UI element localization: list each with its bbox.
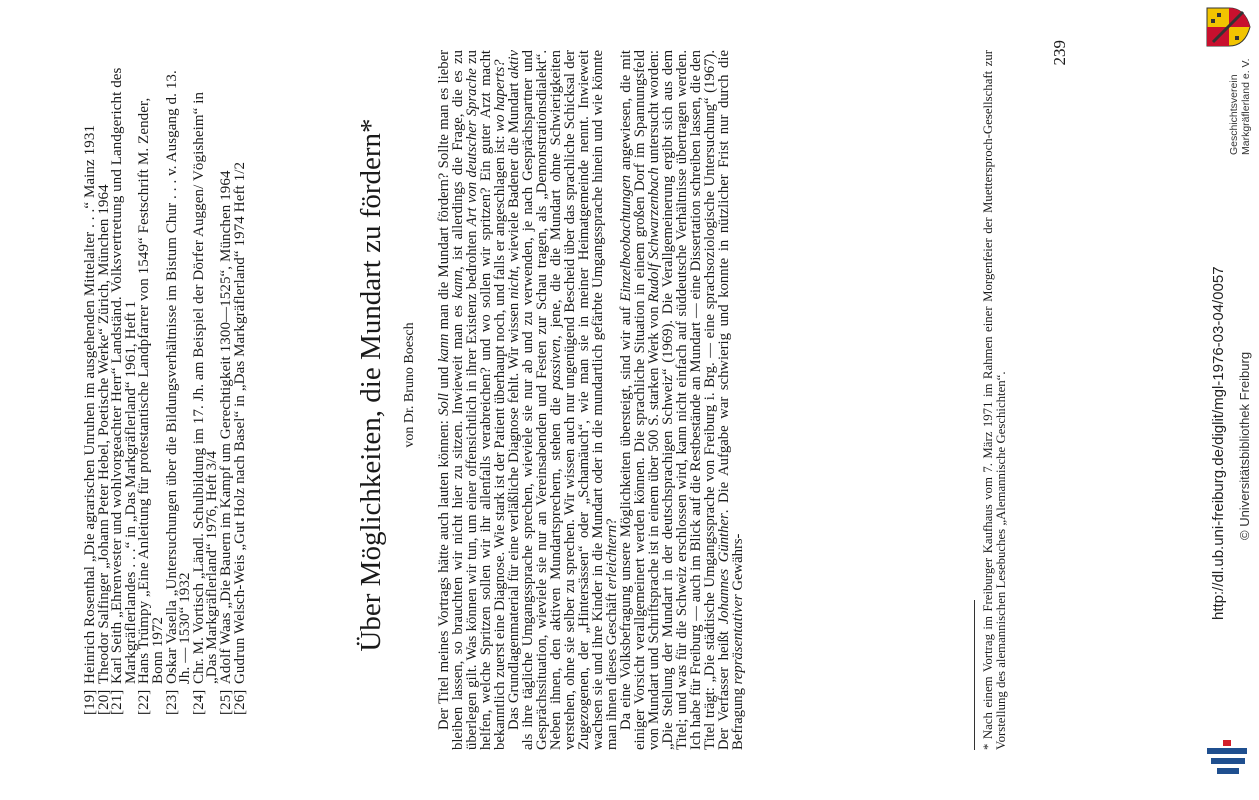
emphasized-text: Rudolf Schwarzenbach [646, 167, 662, 303]
reference-number: [21] [109, 689, 126, 715]
reference-text: Heinrich Rosenthal „Die agrarischen Unruhen im ausgehenden Mittelalter . . .“ Mainz 1931 [82, 124, 98, 684]
publisher-label-line: Markgräflerland e. V. [1240, 58, 1252, 155]
reference-number: [20] [95, 689, 112, 715]
source-url[interactable]: http://dl.ub.uni-freiburg.de/diglit/mgl-1976-03-04/0057 [1210, 266, 1227, 620]
emphasized-text: Soll [436, 392, 452, 416]
reference-number: [25] [217, 689, 234, 715]
reference-number: [22] [136, 689, 153, 715]
reference-number: [23] [163, 689, 180, 715]
text-run: angewiesen, die mit einiger Vorsicht verallgemeinert werden können. Die sprachliche Situation in einem großen Dorf im Spannungsfeld von Mundart und Schriftsprache ist in einem über 500 S. starken Werk von [618, 50, 662, 750]
emphasized-text: Einzelbeobachtungen [618, 175, 634, 302]
text-run: und [436, 362, 452, 393]
footnote-rule [974, 600, 975, 750]
emphasized-text: wo haperts? [492, 59, 508, 132]
reference-item [190, 65, 221, 715]
text-run: . Die Aufgabe war schwierig und konnte in nützlicher Frist nur durch die Befragung [716, 50, 746, 750]
reference-text: Adolf Waas „Die Bauern im Kampf um Gerechtigkeit 1300—1525“, München 1964 [217, 170, 234, 684]
reference-number: [26] [231, 689, 248, 715]
reference-text: Chr. M. Vortisch „Ländl. Schulbildung im 17. Jh. am Beispiel der Dörfer Auggen/ Vögisheim“ in „Das Markgräflerland“ 1976, Heft 3/4 [190, 91, 221, 684]
emphasized-text: Johannes Günther [716, 513, 732, 625]
reference-text: Karl Seith „Ehrenvester und wohlvorgeachter Herr“ Landständ. Volksvertretung und Landgericht des Markgräflerlandes . . .“ in „Das Markgräflerland“ 1961, Heft 1 [109, 67, 139, 684]
emphasized-text: kann [436, 333, 452, 363]
copyright-notice: © Universitätsbibliothek Freiburg [1237, 351, 1252, 540]
text-run: , jene, die die Mundart ohne Schwierigkeiten verstehen, ohne sie selber zu sprechen. Wir wissen auch nur ungenügend Bescheid über das sprachliche Schicksal der Zugezogenen, der „Hintersässen“ oder „Schamäuch“, wie man sie in meiner Heimatgemeinde nennt. Inwieweit wachsen sie und ihre Kinder in die Mundart oder in die mundartlich gefärbte Umgangssprache hinein und wie könnte man ihnen dieses Geschäft [548, 50, 620, 750]
footnote: * Nach einem Vortrag im Freiburger Kaufhaus vom 7. März 1971 im Rahmen einer Morgenfeier der Muettersproch-Gesellschaft zur Vorstellung des alemannischen Lesebuches „Alemannische Geschichten“. [981, 50, 1008, 750]
body-paragraph [619, 50, 745, 750]
article-body [437, 50, 745, 750]
publisher-label [1228, 35, 1252, 155]
text-run: als ihre tägliche Umgangssprache sprechen, wieviele sie nur ab und zu verwenden, je nach Gesprächspartner und Gesprächssituation, wieviele sie nur an Vereinsabenden und Festen zur Schau tragen, als „Demonstrationsdialekt“. Neben ihnen, den aktiven Mundartsprechern, stehen die [520, 50, 564, 750]
emphasized-text: erleichtern [604, 524, 620, 590]
text-run: Der Titel meines Vortrags hätte auch lauten können: [436, 415, 452, 730]
reference-item [231, 65, 248, 715]
reference-number: [24] [190, 689, 207, 715]
university-library-logo-icon [1203, 736, 1251, 778]
body-paragraph [437, 50, 507, 750]
reference-text: Theodor Salfinger „Johann Peter Hebel, Poetische Werke“ Zürich, München 1964 [95, 184, 112, 684]
emphasized-text: passiven [548, 339, 564, 390]
reference-item [138, 65, 165, 715]
text-run: Das Grundlagenmaterial für eine verläßliche Diagnose fehlt. Wir wissen [506, 298, 522, 730]
emphasized-text: Art von deutscher Sprache [464, 68, 480, 227]
reference-list [84, 65, 247, 715]
emphasized-text: nicht [506, 269, 522, 299]
emphasized-text: aktiv [506, 50, 522, 79]
text-run: , ist allerdings die Frage, die es zu überlegen gilt. Was können wir tun, um einer offensichtlich in ihrer Existenz bedrohten [450, 50, 480, 750]
reference-item [163, 65, 194, 715]
reference-number: [19] [82, 689, 98, 715]
body-paragraph [507, 50, 619, 750]
emphasized-text: repräsentativer [730, 594, 746, 685]
coat-of-arms-icon [1205, 6, 1251, 48]
reference-item [111, 65, 138, 715]
emphasized-text: kann [450, 270, 466, 299]
article-author: von Dr. Bruno Boesch [402, 322, 417, 448]
text-run: zu helfen, welche Spritzen sollen wir ihr allenfalls verabreichen? und wo sollen wir spritzen? Ein guter Arzt macht bekanntlich zuerst eine Diagnose. Wie stark ist der Patient überhaupt noch, und falls er angeschlagen ist: [464, 50, 508, 750]
text-run: Gewährs- [730, 533, 746, 595]
text-run: ? [604, 518, 620, 525]
reference-text: Hans Trümpy „Eine Anleitung für protestantische Landpfarrer von 1549“ Festschrift M. Zender, Bonn 1972 [136, 97, 166, 684]
article-title: Über Möglichkeiten, die Mundart zu fördern* [355, 118, 387, 652]
text-run: , wieviele Badener die Mundart [506, 78, 522, 270]
text-run: man die Mundart fördern? Sollte man es lieber bleiben lassen, so brauchten wir nicht hier zu sitzen. Inwieweit man es [436, 50, 466, 750]
page-number: 239 [1050, 40, 1069, 66]
publisher-label-line: Geschichtsverein [1228, 74, 1240, 155]
reference-text: Gudrun Welsch-Weis „Gut Holz nach Basel“ in „Das Markgräflerland“ 1974 Heft 1/2 [231, 161, 248, 684]
text-run: untersucht worden: „Die Stellung der Mundart in der deutschsprachigen Schweiz“ (1969). Die Verallgemeinerung ergibt sich aus dem Titel; und was für die Schweiz erschlossen wird, kann nicht einfach auf süddeutsche Verhältnisse übertragen werden. Ich habe für Freiburg — auch im Blick auf die Restbestände an Mundart — eine Dissertation schreiben lassen, die den Titel trägt: „Die städtische Umgangssprache von Freiburg i. Brg. — eine sprachsoziologische Untersuchung“ (1967). Der Verfasser heißt [646, 49, 732, 750]
text-run: Da eine Volksbefragung unsere Möglichkeiten übersteigt, sind wir auf [618, 301, 634, 730]
reference-text: Oskar Vasella „Untersuchungen über die Bildungsverhältnisse im Bistum Chur . . . v. Ausgang d. 13. Jh. — 1530“ 1932 [163, 70, 194, 684]
